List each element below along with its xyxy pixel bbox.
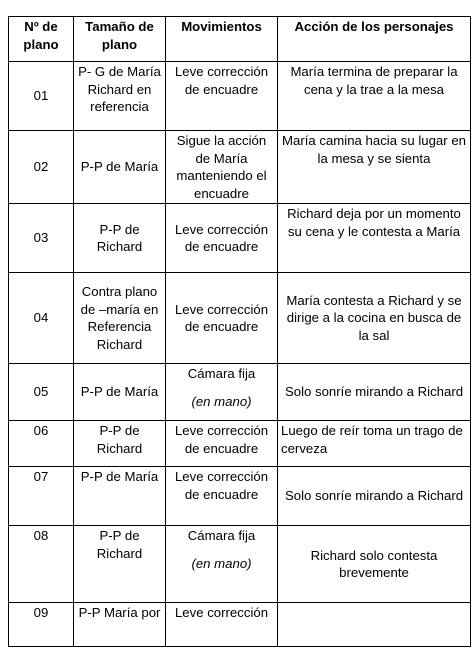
shot-number: 08	[9, 526, 74, 603]
shot-size: P-P de María	[74, 364, 166, 421]
shot-number: 05	[9, 364, 74, 421]
header-shot-size: Tamaño de plano	[74, 17, 166, 62]
shot-movement-note: (en mano)	[191, 393, 252, 409]
shot-movement: Cámara fija	[187, 528, 256, 543]
shot-size: P-P de Richard	[74, 421, 166, 467]
shot-number: 02	[9, 131, 74, 204]
shot-number: 03	[9, 204, 74, 273]
table-row	[9, 467, 471, 526]
shot-movement: Leve corrección	[166, 603, 278, 647]
shot-action: Richard solo contesta brevemente	[278, 526, 471, 603]
shot-number: 09	[9, 603, 74, 647]
table-row	[9, 273, 471, 364]
shot-movement: Leve corrección de encuadre	[166, 273, 278, 364]
shot-action: María camina hacia su lugar en la mesa y se sienta	[278, 131, 471, 204]
header-row	[9, 17, 471, 62]
shot-size: P- G de María Richard en referencia	[74, 62, 166, 131]
header-character-action: Acción de los personajes	[278, 17, 471, 62]
shot-action: Solo sonríe mirando a Richard	[278, 467, 471, 526]
shot-list-table	[8, 16, 471, 647]
shot-size: Contra plano de –maría en Referencia Richard	[74, 273, 166, 364]
shot-movement-note: (en mano)	[191, 555, 252, 571]
shot-movement: Leve corrección de encuadre	[166, 204, 278, 273]
table-row	[9, 603, 471, 647]
shot-size: P-P de María	[74, 467, 166, 526]
shot-action: Solo sonríe mirando a Richard	[278, 364, 471, 421]
shot-number: 06	[9, 421, 74, 467]
shot-movement-cell	[166, 526, 278, 603]
table-row	[9, 131, 471, 204]
shot-movement: Sigue la acción de María manteniendo el encuadre	[166, 131, 278, 204]
shot-action: Luego de reír toma un trago de cerveza	[278, 421, 471, 467]
shot-movement: Cámara fija	[187, 366, 256, 381]
shot-number: 01	[9, 62, 74, 131]
table-row	[9, 62, 471, 131]
table-row	[9, 204, 471, 273]
shot-movement: Leve corrección de encuadre	[166, 467, 278, 526]
shot-movement: Leve corrección de encuadre	[166, 421, 278, 467]
table-row	[9, 526, 471, 603]
shot-size: P-P de Richard	[74, 526, 166, 603]
shot-action	[278, 603, 471, 647]
shot-size: P-P María por	[74, 603, 166, 647]
shot-action: Richard deja por un momento su cena y le contesta a María	[278, 204, 471, 273]
table-row	[9, 364, 471, 421]
header-shot-number: Nº de plano	[9, 17, 74, 62]
shot-number: 07	[9, 467, 74, 526]
shot-action: María termina de preparar la cena y la trae a la mesa	[278, 62, 471, 131]
shot-number: 04	[9, 273, 74, 364]
table-row	[9, 421, 471, 467]
shot-size: P-P de Richard	[74, 204, 166, 273]
shot-movement-cell	[166, 364, 278, 421]
shot-action: María contesta a Richard y se dirige a la cocina en busca de la sal	[278, 273, 471, 364]
shot-size: P-P de María	[74, 131, 166, 204]
shot-movement: Leve corrección de encuadre	[166, 62, 278, 131]
header-movements: Movimientos	[166, 17, 278, 62]
